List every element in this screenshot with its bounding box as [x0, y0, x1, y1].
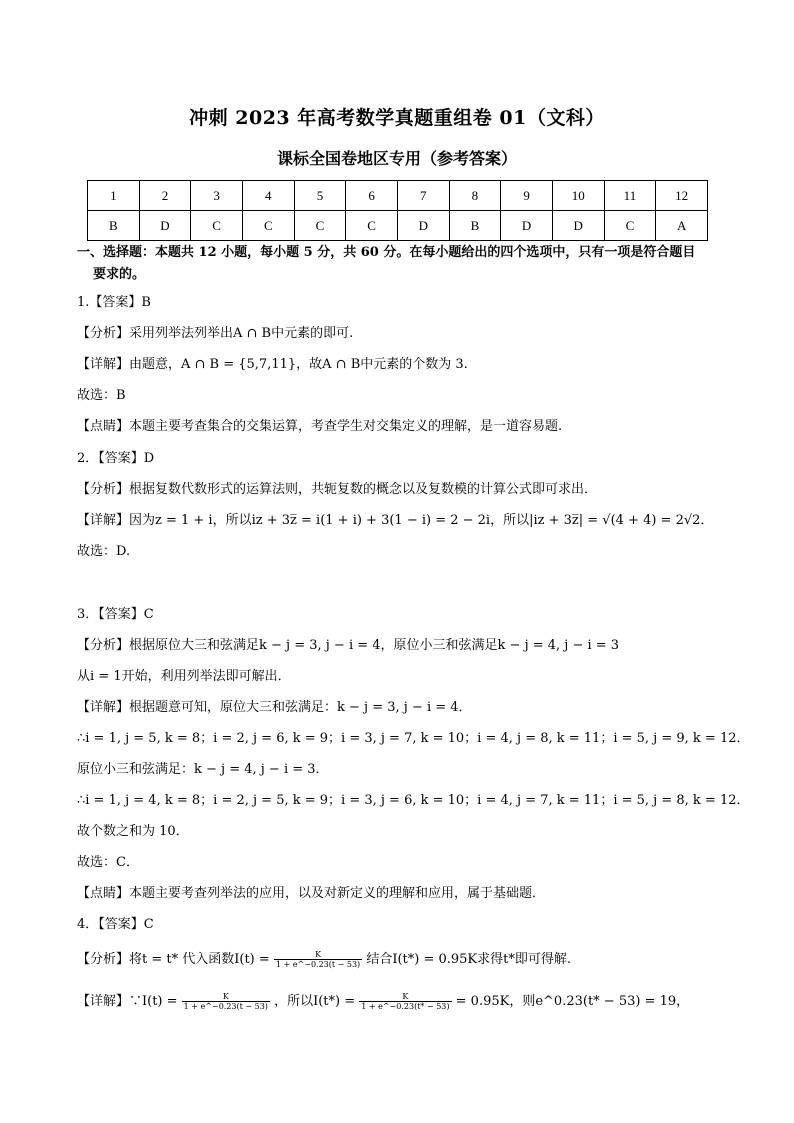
- table-cell: 3: [191, 181, 243, 211]
- q4-detail: [77, 992, 689, 1011]
- q2-answer: 2．【答案】D: [77, 451, 155, 466]
- page-title: 冲刺 2023 年高考数学真题重组卷 01（文科）: [189, 107, 605, 129]
- table-cell: 7: [397, 181, 449, 211]
- table-cell: A: [656, 211, 708, 241]
- answer-table-answers-row: [88, 211, 708, 241]
- q2-detail: 【详解】因为z = 1 + i，所以iz + 3z̅ = i(1 + i) + 3(1 − i) = 2 − 2i，所以|iz + 3z̅| = √(4 + 4) = 2√2．: [77, 513, 714, 528]
- q1-choice: 故选：B: [77, 388, 126, 403]
- section-heading-line2: 要求的。: [93, 267, 146, 282]
- q4-detail-fraction-2: [359, 992, 451, 1011]
- table-cell: D: [552, 211, 604, 241]
- table-cell: C: [294, 211, 346, 241]
- fraction-numerator: K: [182, 992, 270, 1002]
- table-cell: 5: [294, 181, 346, 211]
- q4-analysis-part-a: 【分析】将t = t* 代入函数I(t) =: [77, 952, 270, 967]
- q4-detail-part-a: 【详解】∵I(t) =: [77, 994, 178, 1009]
- table-cell: 12: [656, 181, 708, 211]
- table-cell: C: [242, 211, 294, 241]
- q1-answer: 1.【答案】B: [77, 295, 151, 310]
- q4-analysis-part-b: 结合I(t*) = 0.95K求得t*即可得解.: [366, 952, 572, 967]
- q3-comment: 【点睛】本题主要考查列举法的应用，以及对新定义的理解和应用，属于基础题．: [77, 886, 546, 901]
- fraction-numerator: K: [359, 992, 451, 1002]
- table-cell: C: [191, 211, 243, 241]
- table-cell: B: [88, 211, 140, 241]
- answer-table-numbers-row: [88, 181, 708, 211]
- table-cell: D: [501, 211, 553, 241]
- q4-detail-fraction-1: [182, 992, 270, 1011]
- q4-detail-part-b: ，所以I(t*) =: [274, 994, 356, 1009]
- table-cell: 6: [346, 181, 398, 211]
- table-cell: D: [397, 211, 449, 241]
- q3-detail-line4: ∴i = 1, j = 4, k = 8；i = 2, j = 5, k = 9；i = 3, j = 6, k = 10；i = 4, j = 7, k = 11；i = 5, j = 8, k = 12．: [77, 793, 750, 808]
- table-cell: 4: [242, 181, 294, 211]
- fraction-denominator: 1 + e^−0.23(t − 53): [275, 960, 361, 969]
- q1-analysis: 【分析】采用列举法列举出A ∩ B中元素的即可.: [77, 326, 354, 341]
- q1-detail: 【详解】由题意，A ∩ B = {5,7,11}，故A ∩ B中元素的个数为 3.: [77, 357, 468, 372]
- q4-analysis-fraction: [274, 950, 362, 969]
- q3-choice: 故选：C．: [77, 855, 139, 870]
- q2-choice: 故选：D.: [77, 544, 131, 559]
- q3-answer: 3．【答案】C: [77, 607, 154, 622]
- table-cell: 9: [501, 181, 553, 211]
- q3-detail-line3: 原位小三和弦满足：k − j = 4, j − i = 3．: [77, 762, 329, 777]
- table-cell: 8: [449, 181, 501, 211]
- table-cell: D: [139, 211, 191, 241]
- q4-detail-part-c: = 0.95K，则e^0.23(t* − 53) = 19，: [455, 994, 690, 1009]
- page-subtitle: 课标全国卷地区专用（参考答案）: [276, 149, 517, 168]
- fraction-denominator: 1 + e^−0.23(t* − 53): [361, 1002, 450, 1011]
- q3-analysis-line1: 【分析】根据原位大三和弦满足k − j = 3, j − i = 4，原位小三和弦满足k − j = 4, j − i = 3: [77, 638, 620, 653]
- q4-answer: 4．【答案】C: [77, 917, 154, 932]
- q1-comment: 【点睛】本题主要考查集合的交集运算，考查学生对交集定义的理解，是一道容易题.: [77, 419, 563, 434]
- table-cell: C: [604, 211, 656, 241]
- q3-detail-line5: 故个数之和为 10．: [77, 824, 189, 839]
- table-cell: 10: [552, 181, 604, 211]
- fraction-numerator: K: [274, 950, 362, 960]
- table-cell: 11: [604, 181, 656, 211]
- table-cell: 1: [88, 181, 140, 211]
- q3-analysis-line2: 从i = 1开始，利用列举法即可解出．: [77, 669, 291, 684]
- q4-analysis: [77, 950, 571, 969]
- answer-table: [87, 180, 708, 241]
- q2-analysis: 【分析】根据复数代数形式的运算法则，共轭复数的概念以及复数模的计算公式即可求出．: [77, 482, 598, 497]
- table-cell: 2: [139, 181, 191, 211]
- section-heading-line1: 一、选择题：本题共 12 小题，每小题 5 分，共 60 分。在每小题给出的四个选项中，只有一项是符合题目: [77, 245, 696, 260]
- table-cell: B: [449, 211, 501, 241]
- q3-detail-line1: 【详解】根据题意可知，原位大三和弦满足：k − j = 3, j − i = 4．: [77, 700, 472, 715]
- q3-detail-line2: ∴i = 1, j = 5, k = 8；i = 2, j = 6, k = 9；i = 3, j = 7, k = 10；i = 4, j = 8, k = 11；i = 5, j = 9, k = 12．: [77, 731, 750, 746]
- fraction-denominator: 1 + e^−0.23(t − 53): [183, 1002, 268, 1011]
- table-cell: C: [346, 211, 398, 241]
